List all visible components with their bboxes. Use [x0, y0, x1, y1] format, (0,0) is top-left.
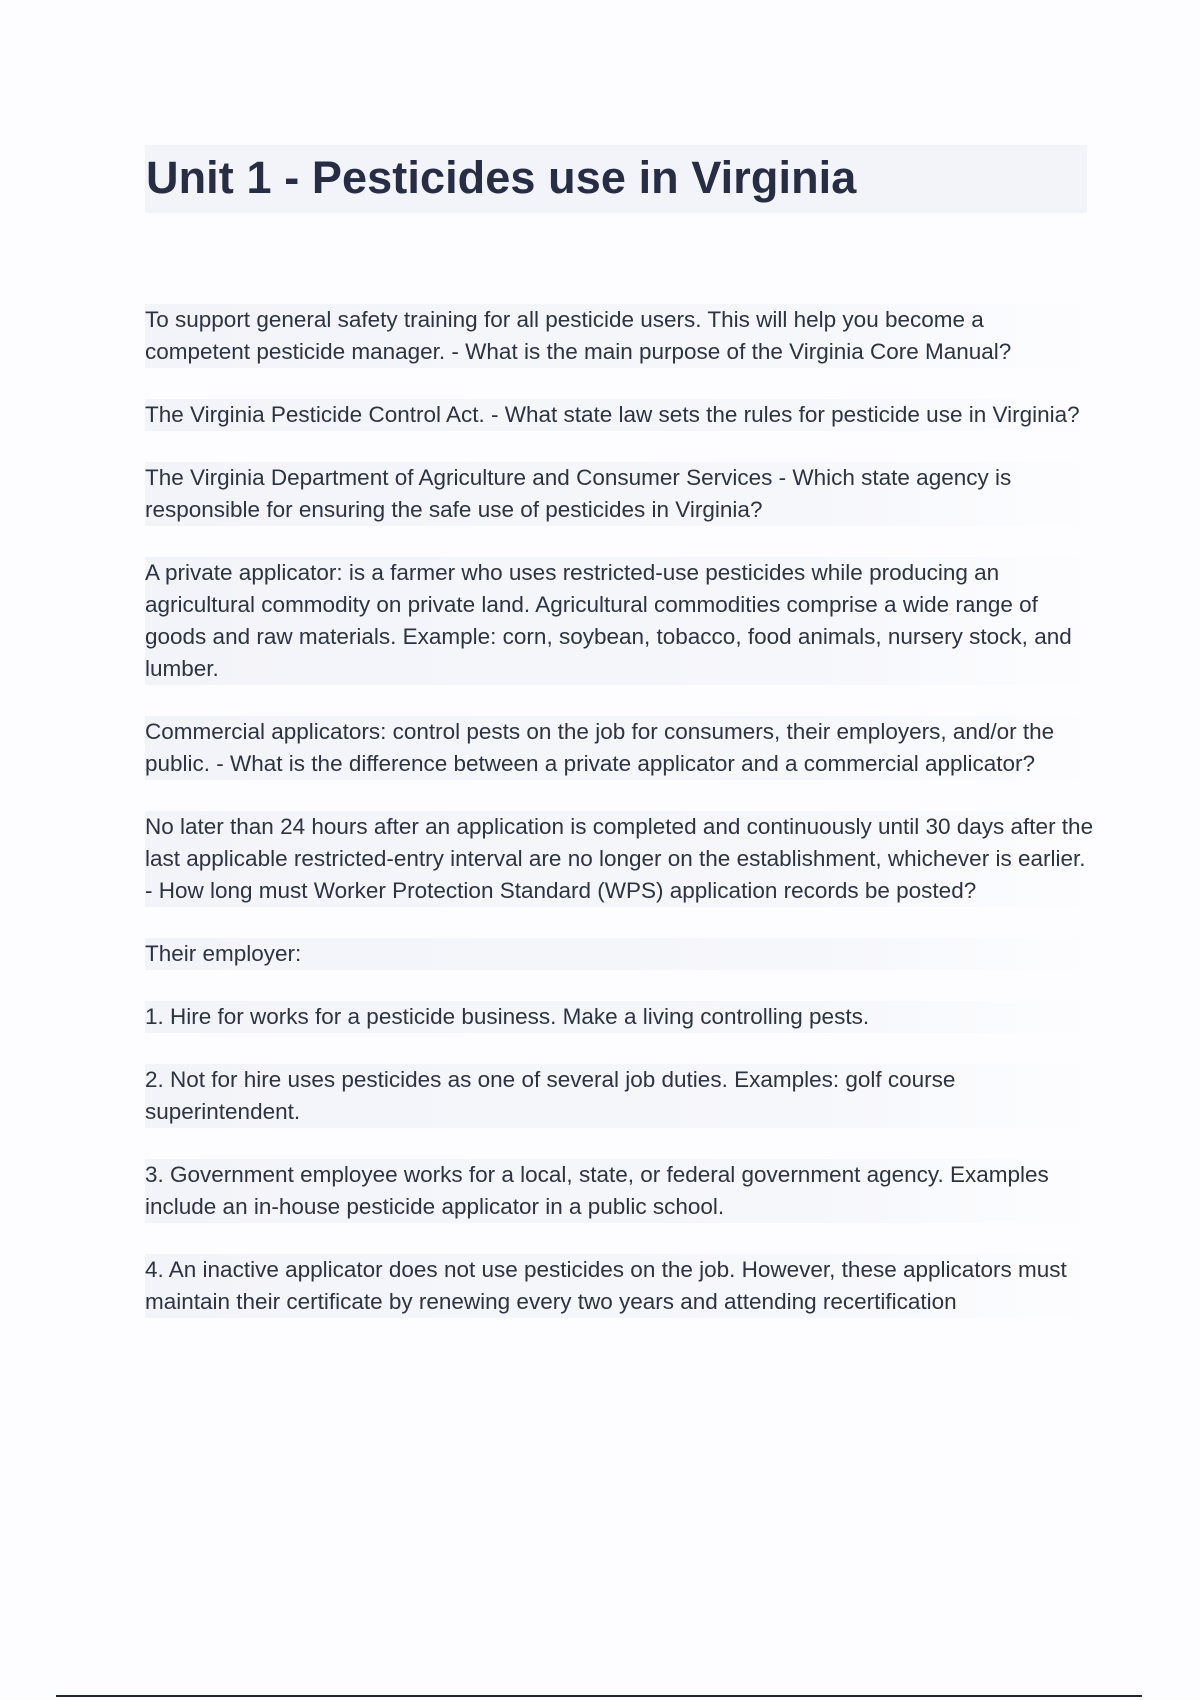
paragraph-core-manual-purpose: To support general safety training for all pesticide users. This will help you become a competent pesticide manager. - What is the main purpose of the Virginia Core Manual? — [145, 304, 1095, 368]
footer-divider — [56, 1695, 1142, 1697]
paragraph-commercial-applicators: Commercial applicators: control pests on the job for consumers, their employers, and/or the public. - What is the difference between a private applicator and a commercial applicator? — [145, 716, 1095, 780]
document-body — [145, 304, 1095, 1349]
paragraph-their-employer: Their employer: — [145, 938, 1095, 970]
list-item-inactive-applicator: 4. An inactive applicator does not use pesticides on the job. However, these applicators must maintain their certificate by renewing every two years and attending recertification — [145, 1254, 1095, 1318]
paragraph-state-agency: The Virginia Department of Agriculture and Consumer Services - Which state agency is responsible for ensuring the safe use of pesticides in Virginia? — [145, 462, 1095, 526]
paragraph-wps-records: No later than 24 hours after an application is completed and continuously until 30 days after the last applicable restricted-entry interval are no longer on the establishment, whichever is earlier. - How long must Worker Protection Standard (WPS) application records be posted? — [145, 811, 1095, 907]
list-item-not-for-hire: 2. Not for hire uses pesticides as one of several job duties. Examples: golf course superintendent. — [145, 1064, 1095, 1128]
page-title: Unit 1 - Pesticides use in Virginia — [146, 152, 857, 203]
title-band — [145, 145, 1087, 213]
paragraph-pesticide-control-act: The Virginia Pesticide Control Act. - What state law sets the rules for pesticide use in Virginia? — [145, 399, 1095, 431]
list-item-hire: 1. Hire for works for a pesticide business. Make a living controlling pests. — [145, 1001, 1095, 1033]
paragraph-private-applicator: A private applicator: is a farmer who uses restricted-use pesticides while producing an agricultural commodity on private land. Agricultural commodities comprise a wide range of goods and raw materials. Example: corn, soybean, tobacco, food animals, nursery stock, and lumber. — [145, 557, 1095, 685]
list-item-government-employee: 3. Government employee works for a local, state, or federal government agency. Examples include an in-house pesticide applicator in a public school. — [145, 1159, 1095, 1223]
